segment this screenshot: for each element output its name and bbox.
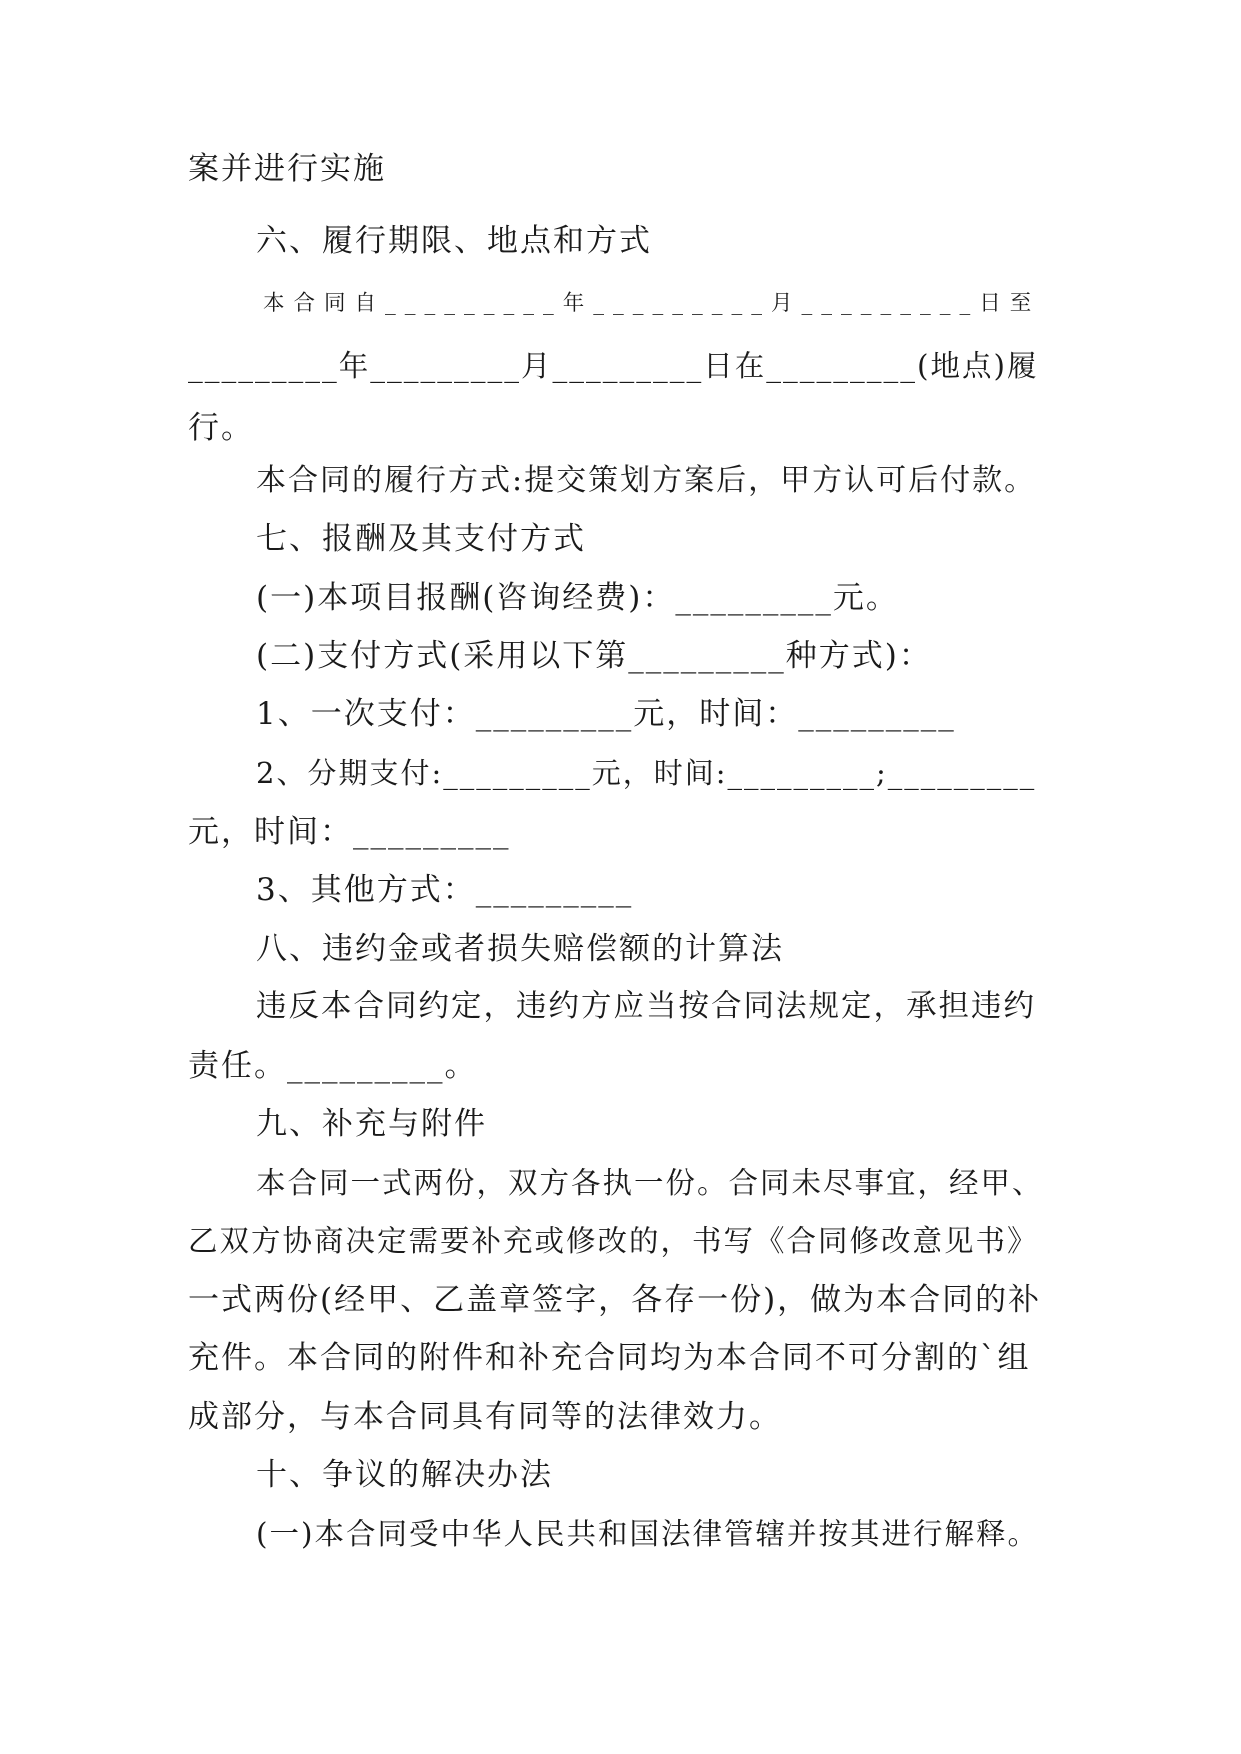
body-text-line: 违反本合同约定，违约方应当按合同法规定，承担违约 [256, 989, 1036, 1024]
body-text-line: 成部分，与本合同具有同等的法律效力。 [188, 1399, 782, 1435]
body-text-line: (一)本项目报酬(咨询经费)：_________元。 [256, 580, 899, 616]
section-heading-10: 十、争议的解决办法 [256, 1457, 553, 1493]
body-text-line: 1、一次支付：_________元，时间：_________ [256, 696, 956, 732]
body-text-line: 元，时间：_________ [188, 814, 511, 850]
body-text-line: 本合同自_________年_________月_________日至 [263, 291, 1041, 316]
body-text-line: 案并进行实施 [188, 151, 386, 187]
body-text-line: (二)支付方式(采用以下第_________种方式)： [256, 638, 932, 674]
body-text-line: 本合同的履行方式:提交策划方案后，甲方认可后付款。 [256, 463, 1037, 498]
body-text-line: 乙双方协商决定需要补充或修改的，书写《合同修改意见书》 [188, 1224, 1039, 1258]
body-text-line: (一)本合同受中华人民共和国法律管辖并按其进行解释。 [256, 1517, 1040, 1551]
section-heading-9: 九、补充与附件 [256, 1106, 487, 1142]
body-text-line: 责任。_________。 [188, 1048, 478, 1084]
section-heading-8: 八、违约金或者损失赔偿额的计算法 [256, 931, 784, 967]
body-text-line: _________年_________月_________日在_________(地点)履 [188, 349, 1039, 383]
body-text-line: 一式两份(经甲、乙盖章签字，各存一份)，做为本合同的补 [188, 1282, 1042, 1318]
section-heading-6: 六、履行期限、地点和方式 [256, 223, 652, 259]
body-text-line: 充件。本合同的附件和补充合同均为本合同不可分割的`组 [188, 1340, 1031, 1376]
body-text-line: 本合同一式两份，双方各执一份。合同未尽事宜，经甲、 [256, 1166, 1044, 1200]
body-text-line: 行。 [188, 410, 254, 446]
body-text-line: 2、分期支付:_________元，时间:_________;_________ [256, 756, 1037, 790]
section-heading-7: 七、报酬及其支付方式 [256, 521, 586, 557]
body-text-line: 3、其他方式：_________ [256, 872, 634, 908]
